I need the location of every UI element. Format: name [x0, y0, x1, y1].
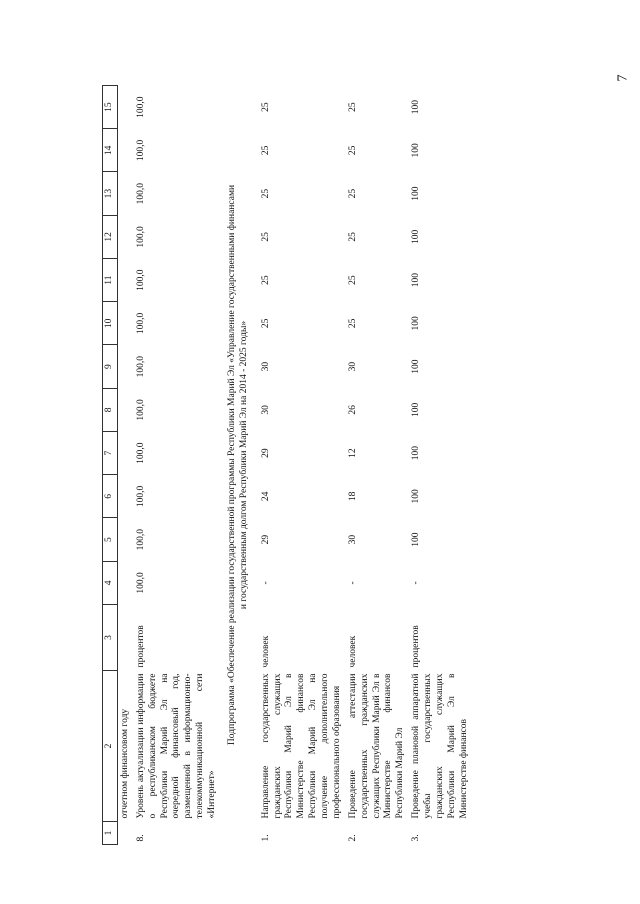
col-header: 14 — [103, 129, 118, 172]
indicators-table — [102, 85, 473, 845]
indicator-name: Проведение плановой аппаратной учебы государственных гражданских служащих Республики Марий Эл в Министерстве финансов — [411, 673, 469, 819]
col-header: 10 — [103, 302, 118, 345]
value-cell: 26 — [347, 405, 358, 415]
value-cell: 100 — [411, 186, 422, 201]
value-cell: 25 — [260, 102, 271, 112]
row-number: 1. — [260, 834, 271, 842]
value-cell: 100 — [411, 532, 422, 547]
value-cell: 100 — [411, 143, 422, 158]
table-row — [346, 86, 409, 845]
col-header: 5 — [103, 518, 118, 561]
value-cell: 100 — [411, 402, 422, 417]
value-cell: 100,0 — [135, 312, 146, 335]
value-cell: 25 — [347, 318, 358, 329]
value-cell: 25 — [347, 145, 358, 156]
value-cell: 100,0 — [135, 528, 146, 551]
value-cell: 100,0 — [135, 182, 146, 205]
table-row — [409, 86, 472, 845]
value-cell: 100 — [411, 229, 422, 244]
unit: процентов — [135, 625, 146, 668]
value-cell: 100,0 — [135, 139, 146, 162]
value-cell: 100,0 — [135, 96, 146, 118]
value-cell: 100,0 — [135, 572, 146, 594]
value-cell: - — [347, 581, 358, 585]
col-header: 1 — [103, 822, 118, 845]
indicator-name: Проведение аттестации государственных гражданских служащих Республики Марий Эл в Министерстве финансов Республики Марий Эл — [347, 673, 406, 819]
value-cell: 100 — [411, 359, 422, 374]
value-cell: 25 — [347, 232, 358, 242]
continuation-row — [117, 86, 133, 845]
value-cell: 25 — [260, 232, 271, 242]
value-cell: 30 — [347, 361, 358, 372]
value-cell: 30 — [260, 405, 271, 415]
value-cell: 100,0 — [135, 226, 146, 248]
value-cell: 100,0 — [135, 485, 146, 508]
col-header: 3 — [103, 605, 118, 671]
value-cell: 100 — [411, 316, 422, 331]
col-header: 4 — [103, 561, 118, 604]
col-header: 12 — [103, 215, 118, 258]
subprogram-title-line2: и государственным долгом Республики Марий Эл на 2014 - 2025 годы» — [238, 320, 249, 610]
col-header: 15 — [103, 86, 118, 129]
value-cell: 100 — [411, 273, 422, 288]
value-cell: 100,0 — [135, 399, 146, 421]
subprogram-heading-row — [221, 86, 259, 845]
col-header: 7 — [103, 432, 118, 475]
rotated-table-sheet — [102, 85, 512, 845]
table-row — [259, 86, 346, 845]
unit: человек — [347, 635, 358, 668]
value-cell: 25 — [347, 188, 358, 199]
value-cell: 100 — [411, 489, 422, 504]
unit: процентов — [411, 625, 422, 668]
value-cell: 18 — [347, 491, 358, 502]
table-row — [134, 86, 221, 845]
row-number: 8. — [135, 834, 146, 842]
value-cell: 100,0 — [135, 355, 146, 378]
value-cell: 24 — [260, 491, 271, 502]
value-cell: - — [260, 581, 271, 585]
col-header: 6 — [103, 475, 118, 518]
value-cell: 12 — [347, 448, 358, 458]
value-cell: - — [411, 581, 422, 585]
value-cell: 30 — [260, 361, 271, 372]
subprogram-title-line1: Подпрограмма «Обеспечение реализации государственной программы Республики Марий Эл «Управление государственными финансами — [226, 184, 237, 746]
col-header: 9 — [103, 345, 118, 388]
indicator-name: Направление государственных гражданских служащих Республики Марий Эл в Министерстве финансов Республики Марий Эл на получение дополнительного профессионального образования — [260, 673, 342, 819]
col-header: 13 — [103, 172, 118, 215]
column-number-header — [103, 86, 118, 845]
value-cell: 25 — [260, 275, 271, 285]
value-cell: 29 — [260, 534, 271, 545]
value-cell: 25 — [347, 275, 358, 285]
row-number: 2. — [347, 834, 358, 842]
page-number: 7 — [615, 74, 631, 82]
value-cell: 25 — [347, 102, 358, 112]
col-header: 11 — [103, 259, 118, 302]
indicator-name: Уровень актуализации информации о республиканском бюджете Республики Марий Эл на очередной финансовый год, размещенной в информационно-телекоммуникационной сети «Интернет» — [135, 673, 217, 819]
value-cell: 100 — [411, 100, 422, 115]
col-header: 2 — [103, 671, 118, 822]
unit: человек — [260, 635, 271, 668]
value-cell: 100,0 — [135, 269, 146, 291]
value-cell: 100 — [411, 446, 422, 461]
value-cell: 25 — [260, 318, 271, 329]
continuation-text: отчетном финансовом году — [119, 708, 130, 819]
value-cell: 25 — [260, 188, 271, 199]
col-header: 8 — [103, 388, 118, 431]
value-cell: 29 — [260, 448, 271, 458]
value-cell: 30 — [347, 534, 358, 545]
value-cell: 25 — [260, 145, 271, 156]
row-number: 3. — [411, 834, 422, 842]
value-cell: 100,0 — [135, 442, 146, 464]
